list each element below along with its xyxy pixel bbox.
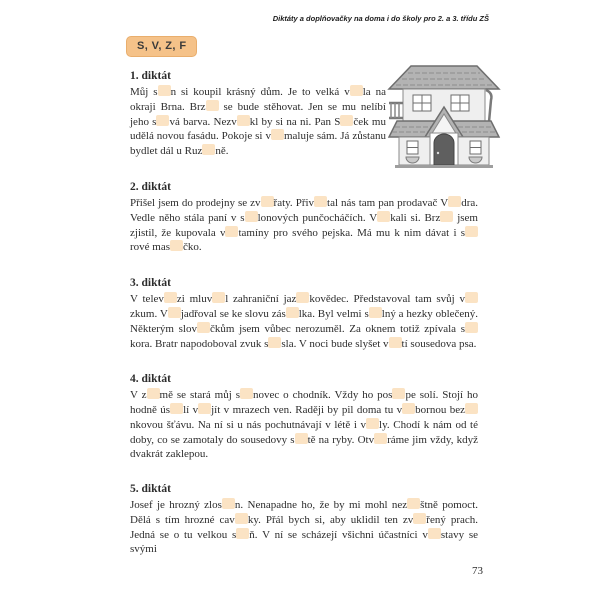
- diktat-title: 3. diktát: [130, 277, 171, 290]
- diktat-text: Můj s n si koupil krásný dům. Je to velká v la na okraji Brna. Brz se bude stěhovat. Jen se mu nelíbí jeho s vá barva. Nezv kl by si na ni. Pan S ček mu udělá novou fasádu. Pokoje si v maluje sám. Já zůstanu bydlet dál u Ruz ně.: [130, 86, 386, 158]
- answer-gap: [340, 115, 353, 126]
- answer-gap: [465, 403, 478, 414]
- answer-gap: [147, 388, 160, 399]
- diktat-text: V telev zi mluv l zahraniční jaz kovědec. Představoval tam svůj vzkum. V jadřoval se ke slovu zás lka. Byl velmi s lný a hezky oblečený. Některým slov čkům jsem vůbec nerozuměl. Za oknem totiž zpívala skora. Bratr napodoboval zvuk s sla. V noci bude slyšet v tí sousedova psa.: [130, 293, 479, 350]
- answer-gap: [271, 129, 284, 140]
- answer-gap: [268, 337, 281, 348]
- answer-gap: [407, 498, 420, 509]
- diktat-section-5: [130, 483, 478, 556]
- answer-gap: [428, 528, 441, 539]
- diktat-section-1: [130, 70, 478, 159]
- answer-gap: [413, 513, 426, 524]
- diktat-title: 2. diktát: [130, 180, 171, 193]
- answer-gap: [236, 528, 249, 539]
- answer-gap: [237, 115, 250, 126]
- answer-gap: [198, 403, 211, 414]
- answer-gap: [235, 513, 248, 524]
- answer-gap: [465, 322, 478, 333]
- answer-gap: [202, 144, 215, 155]
- answer-gap: [465, 226, 478, 237]
- topic-badge: S, V, Z, F: [126, 36, 197, 57]
- answer-gap: [440, 211, 453, 222]
- answer-gap: [156, 115, 169, 126]
- answer-gap: [170, 403, 183, 414]
- answer-gap: [369, 307, 382, 318]
- diktat-list: [130, 70, 478, 557]
- answer-gap: [168, 307, 181, 318]
- answer-gap: [197, 322, 210, 333]
- running-header: Diktáty a doplňovačky na doma i do školy pro 2. a 3. třídu ZŠ: [272, 14, 489, 23]
- diktat-title: 5. diktát: [130, 483, 171, 496]
- answer-gap: [296, 292, 309, 303]
- page-number: 73: [472, 565, 483, 577]
- answer-gap: [465, 292, 478, 303]
- answer-gap: [392, 388, 405, 399]
- answer-gap: [448, 196, 461, 207]
- answer-gap: [261, 196, 274, 207]
- diktat-text: Josef je hrozný zlos n. Nenapadne ho, že by mi mohl nez štně pomoct. Dělá s tím hrozné cav ky. Přál bych si, aby uklidil ten zv řený prach. Jedná se o tu velkou s ň. V ní se scházejí všichni účastníci v stavy se svými: [130, 499, 478, 555]
- answer-gap: [366, 418, 379, 429]
- answer-gap: [350, 85, 363, 96]
- diktat-section-2: [130, 181, 478, 255]
- answer-gap: [222, 498, 235, 509]
- answer-gap: [206, 100, 219, 111]
- answer-gap: [245, 211, 258, 222]
- answer-gap: [295, 433, 308, 444]
- answer-gap: [170, 240, 183, 251]
- answer-gap: [225, 226, 238, 237]
- diktat-title: 4. diktát: [130, 373, 171, 386]
- answer-gap: [389, 337, 402, 348]
- answer-gap: [212, 292, 225, 303]
- answer-gap: [402, 403, 415, 414]
- answer-gap: [314, 196, 327, 207]
- answer-gap: [286, 307, 299, 318]
- diktat-text: V z mě se stará můj s novec o chodník. Vždy ho pos pe solí. Stojí ho hodně ús lí v jít v mrazech ven. Raději by pil doma tu v bornou beznkovou šťávu. Na ní si u nás pochutnávají v létě i v ly. Chodí k nám od té doby, co se zamotaly do sousedovy s tě na ryby. Otv ráme jim vždy, když dvakrát zaklepou.: [130, 389, 479, 460]
- answer-gap: [164, 292, 177, 303]
- diktat-section-4: [130, 373, 478, 461]
- answer-gap: [240, 388, 253, 399]
- diktat-title: 1. diktát: [130, 70, 171, 82]
- diktat-section-3: [130, 277, 478, 351]
- diktat-text: Přišel jsem do prodejny se zv řaty. Přiv tal nás tam pan prodavač V dra. Vedle něho stála paní v s lonových punčocháčích. V kali si. Brz jsem zjistil, že kupovala v tamíny pro svého pejska. Má mu k nim dávat i srové mas čko.: [130, 196, 478, 254]
- answer-gap: [377, 211, 390, 222]
- answer-gap: [374, 433, 387, 444]
- answer-gap: [158, 85, 171, 96]
